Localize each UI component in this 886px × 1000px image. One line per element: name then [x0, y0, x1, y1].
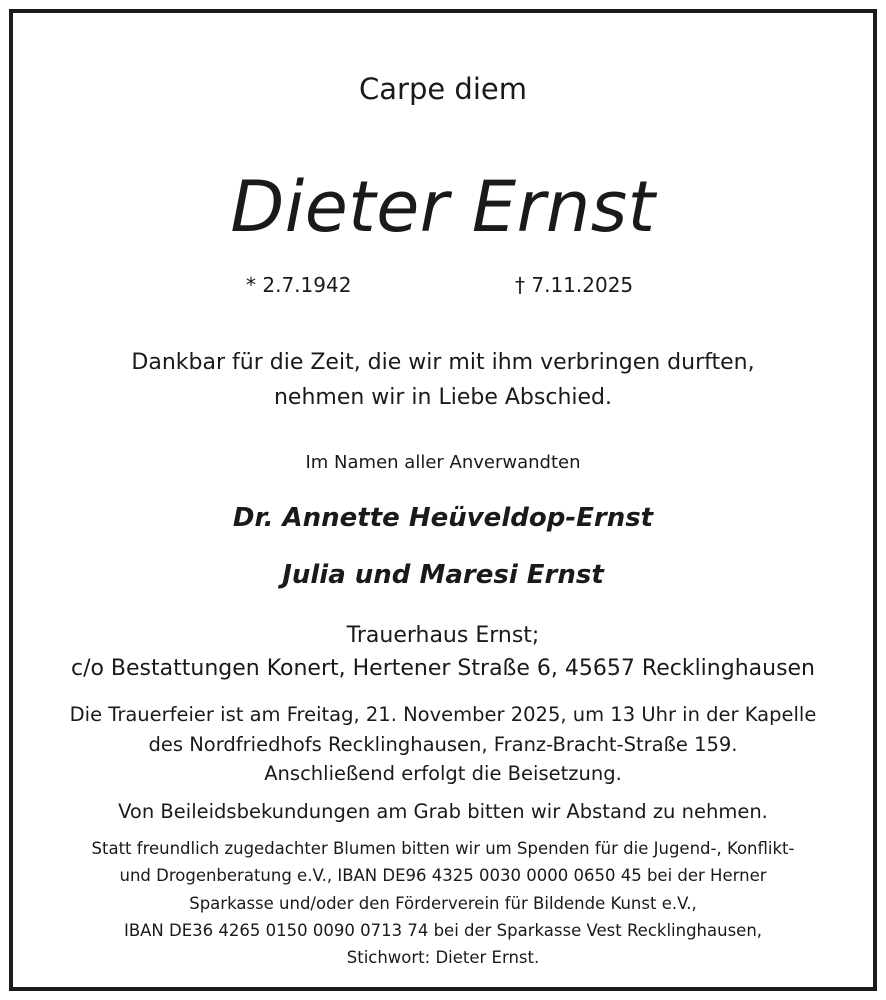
donation-line-4: IBAN DE36 4265 0150 0090 0713 74 bei der Sparkasse Vest Recklinghausen, [123, 921, 763, 940]
deceased-name: Dieter Ernst [230, 166, 656, 248]
funeral-line-3: Anschließend erfolgt die Beisetzung. [264, 762, 622, 785]
birth-date: * 2.7.1942 [246, 273, 352, 297]
address-line-2: c/o Bestattungen Konert, Hertener Straße 6, 45657 Recklinghausen [70, 656, 816, 681]
motto: Carpe diem [359, 72, 527, 106]
mourner-name: Dr. Annette Heüveldop-Ernst [232, 503, 654, 533]
funeral-line-1: Die Trauerfeier ist am Freitag, 21. November 2025, um 13 Uhr in der Kapelle [69, 703, 817, 726]
mourner-name: Julia und Maresi Ernst [282, 560, 604, 590]
donation-line-1: Statt freundlich zugedachter Blumen bitten wir um Spenden für die Jugend-, Konflikt- [91, 839, 795, 858]
mourners-intro: Im Namen aller Anverwandten [305, 452, 581, 473]
address-line-1: Trauerhaus Ernst; [346, 623, 540, 648]
farewell-line-2: nehmen wir in Liebe Abschied. [273, 385, 613, 410]
donation-line-2: und Drogenberatung e.V., IBAN DE96 4325 0030 0000 0650 45 bei der Herner [119, 866, 767, 885]
farewell-line-1: Dankbar für die Zeit, die wir mit ihm verbringen durften, [131, 350, 755, 375]
condolence-note: Von Beileidsbekundungen am Grab bitten wir Abstand zu nehmen. [118, 800, 768, 823]
death-date: † 7.11.2025 [515, 273, 634, 297]
donation-line-3: Sparkasse und/oder den Förderverein für Bildende Kunst e.V., [189, 894, 697, 913]
funeral-line-2: des Nordfriedhofs Recklinghausen, Franz-Bracht-Straße 159. [148, 733, 738, 756]
donation-line-5: Stichwort: Dieter Ernst. [346, 948, 540, 967]
